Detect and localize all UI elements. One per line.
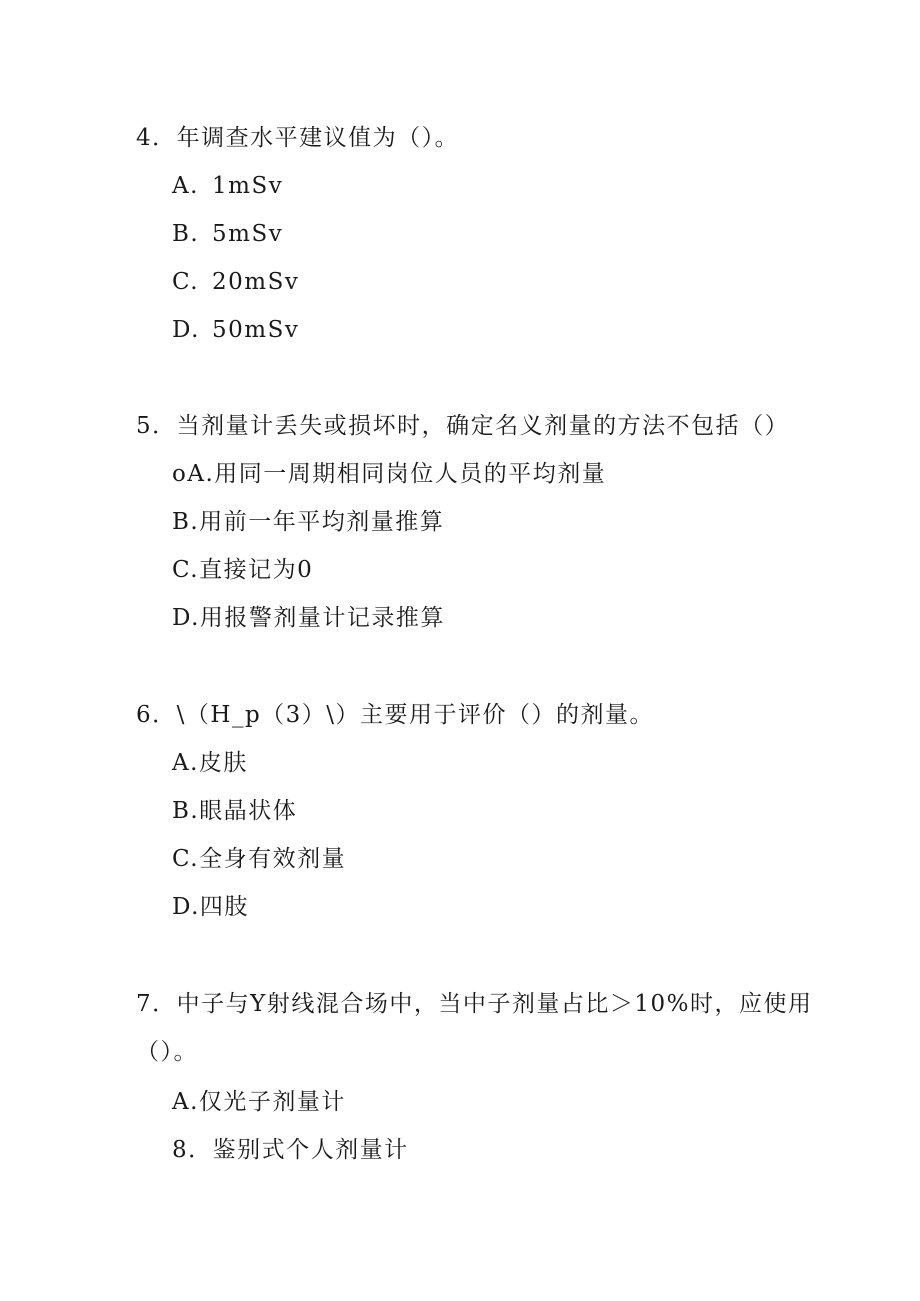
option-letter: D. <box>172 317 200 343</box>
question-7-stem-continued: （）。 <box>136 1039 198 1065</box>
option-text: 50mSv <box>212 317 300 343</box>
question-6-option-c: C.全身有效剂量 <box>172 846 347 872</box>
question-5-option-b: B.用前一年平均剂量推算 <box>172 509 445 535</box>
question-5-option-d: D.用报警剂量计记录推算 <box>172 605 445 631</box>
question-4-option-b <box>172 219 283 249</box>
question-6-option-d: D.四肢 <box>172 894 249 920</box>
question-4-option-a <box>172 171 283 201</box>
question-6-stem: 6．\（H_p（3）\）主要用于评价（）的剂量。 <box>136 702 655 728</box>
option-letter: A. <box>172 173 199 199</box>
option-letter: B. <box>172 221 200 247</box>
option-text: 20mSv <box>212 269 300 295</box>
question-6-option-a: A.皮肤 <box>172 750 248 776</box>
option-text: 5mSv <box>212 221 284 247</box>
question-5-stem: 5．当剂量计丢失或损坏时，确定名义剂量的方法不包括（） <box>136 413 790 439</box>
question-4-option-d <box>172 315 299 345</box>
question-4-option-c <box>172 267 299 297</box>
question-6-option-b: B.眼晶状体 <box>172 798 298 824</box>
question-7-option-b: 8．鉴别式个人剂量计 <box>172 1137 409 1163</box>
option-letter: C. <box>172 269 200 295</box>
option-text: 1mSv <box>212 173 284 199</box>
question-7-option-a: A.仅光子剂量计 <box>172 1089 346 1115</box>
question-5-option-c: C.直接记为0 <box>172 557 314 583</box>
question-7-stem: 7．中子与Y射线混合场中，当中子剂量占比＞10%时，应使用 <box>136 991 813 1017</box>
question-4-stem: 4．年调查水平建议值为（）。 <box>136 125 460 151</box>
question-5-option-a: oA.用同一周期相同岗位人员的平均剂量 <box>172 461 607 487</box>
